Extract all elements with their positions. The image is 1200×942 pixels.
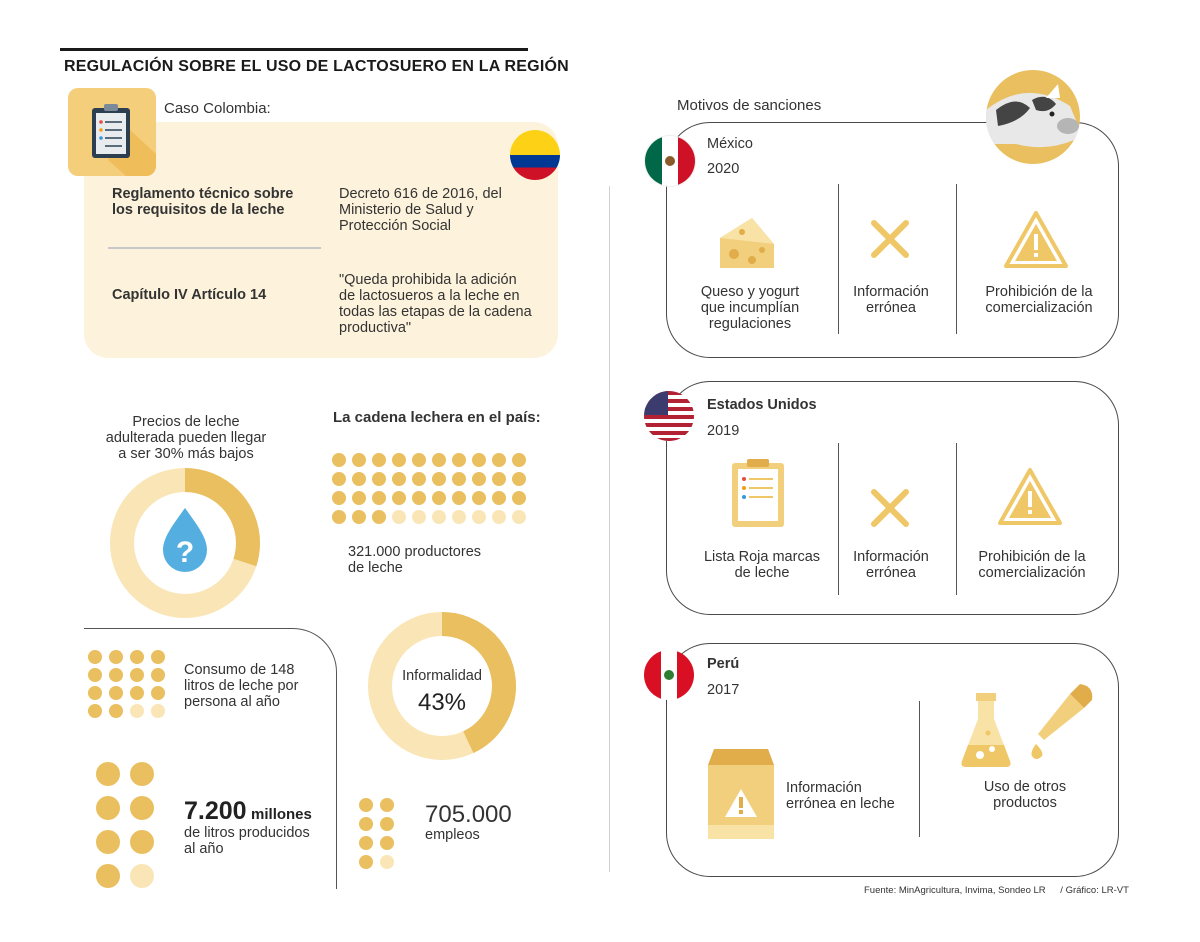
pictogram-dot xyxy=(392,472,406,486)
peru-year: 2017 xyxy=(707,682,740,698)
cheese-icon xyxy=(716,214,776,274)
pictogram-dot xyxy=(130,762,154,786)
chain-title: La cadena lechera en el país: xyxy=(333,409,541,426)
pictogram-dot xyxy=(130,704,144,718)
pictogram-dot xyxy=(432,510,446,524)
flask-icon xyxy=(958,689,1014,769)
production-text: de litros producidos al año xyxy=(184,825,310,857)
usa-item-3: Prohibición de la comercialización xyxy=(978,549,1086,581)
colombia-heading: Caso Colombia: xyxy=(164,100,271,117)
page-title: REGULACIÓN SOBRE EL USO DE LACTOSUERO EN LA REGIÓN xyxy=(64,58,569,75)
mexico-flag-icon xyxy=(644,135,696,187)
pictogram-dot xyxy=(359,817,373,831)
pictogram-dot xyxy=(492,472,506,486)
pictogram-dot xyxy=(130,668,144,682)
pictogram-dot xyxy=(109,704,123,718)
producers-dots xyxy=(332,453,528,524)
source-credit: / Gráfico: LR-VT xyxy=(1060,885,1129,896)
colombia-flag-icon xyxy=(510,130,560,180)
consumption-dots xyxy=(88,650,167,718)
sanctions-title: Motivos de sanciones xyxy=(677,97,822,114)
pictogram-dot xyxy=(412,510,426,524)
pictogram-dot xyxy=(359,855,373,869)
usa-item-1: Lista Roja marcas de leche xyxy=(703,549,821,581)
production-number: 7.200 xyxy=(184,797,247,825)
pictogram-dot xyxy=(96,864,120,888)
mexico-name: México xyxy=(707,136,753,152)
jobs-number: 705.000 xyxy=(425,801,512,828)
source-text: Fuente: MinAgricultura, Invima, Sondeo LR xyxy=(864,885,1046,896)
pictogram-dot xyxy=(472,510,486,524)
svg-text:?: ? xyxy=(175,536,195,569)
pictogram-dot xyxy=(492,491,506,505)
pictogram-dot xyxy=(88,650,102,664)
warning-icon xyxy=(997,467,1063,527)
informality-value: 43% xyxy=(417,689,467,716)
jobs-dots xyxy=(359,798,396,869)
pictogram-dot xyxy=(151,668,165,682)
pictogram-dot xyxy=(332,472,346,486)
row-2-label: Capítulo IV Artículo 14 xyxy=(112,287,267,303)
pictogram-dot xyxy=(109,686,123,700)
pictogram-dot xyxy=(130,830,154,854)
peru-divider xyxy=(919,701,920,837)
mexico-item-3: Prohibición de la comercialización xyxy=(985,284,1093,316)
pictogram-dot xyxy=(96,796,120,820)
pictogram-dot xyxy=(130,864,154,888)
pictogram-dot xyxy=(412,491,426,505)
production-figure xyxy=(184,797,312,826)
pictogram-dot xyxy=(151,686,165,700)
pictogram-dot xyxy=(88,686,102,700)
milk-carton-warning-icon xyxy=(706,747,776,841)
clipboard-list-icon xyxy=(729,457,787,529)
pictogram-dot xyxy=(380,855,394,869)
pictogram-dot xyxy=(88,668,102,682)
column-divider xyxy=(609,186,610,872)
pictogram-dot xyxy=(512,453,526,467)
usa-year: 2019 xyxy=(707,423,740,439)
pictogram-dot xyxy=(151,704,165,718)
pictogram-dot xyxy=(380,798,394,812)
pictogram-dot xyxy=(492,510,506,524)
cross-icon xyxy=(868,486,912,530)
peru-flag-icon xyxy=(644,650,694,700)
peru-name: Perú xyxy=(707,656,740,672)
pictogram-dot xyxy=(372,453,386,467)
price-text: Precios de leche adulterada pueden llegar a ser 30% más bajos xyxy=(105,414,267,462)
mexico-divider-2 xyxy=(956,184,957,334)
pictogram-dot xyxy=(372,510,386,524)
warning-icon xyxy=(1003,210,1069,270)
clipboard-badge xyxy=(68,88,156,176)
row-1-value: Decreto 616 de 2016, del Ministerio de Salud y Protección Social xyxy=(339,186,502,234)
pictogram-dot xyxy=(130,650,144,664)
pictogram-dot xyxy=(380,817,394,831)
peru-item-1: Información errónea en leche xyxy=(786,780,895,812)
pictogram-dot xyxy=(352,472,366,486)
pictogram-dot xyxy=(96,762,120,786)
pictogram-dot xyxy=(392,453,406,467)
colombia-divider xyxy=(108,247,321,249)
pictogram-dot xyxy=(392,491,406,505)
pictogram-dot xyxy=(512,491,526,505)
pictogram-dot xyxy=(359,798,373,812)
pictogram-dot xyxy=(109,668,123,682)
consumption-text: Consumo de 148 litros de leche por persona al año xyxy=(184,662,299,710)
production-dots xyxy=(96,762,154,888)
producers-text: 321.000 productores de leche xyxy=(348,544,482,576)
usa-name: Estados Unidos xyxy=(707,397,817,413)
cow-icon xyxy=(986,70,1080,164)
price-donut xyxy=(110,468,260,618)
milk-drop-question-icon xyxy=(163,508,207,572)
pictogram-dot xyxy=(352,510,366,524)
pictogram-dot xyxy=(88,704,102,718)
dropper-icon xyxy=(1024,682,1096,762)
pictogram-dot xyxy=(452,491,466,505)
pictogram-dot xyxy=(130,686,144,700)
pictogram-dot xyxy=(412,472,426,486)
peru-item-2: Uso de otros productos xyxy=(983,779,1067,811)
pictogram-dot xyxy=(512,510,526,524)
pictogram-dot xyxy=(372,472,386,486)
pictogram-dot xyxy=(472,491,486,505)
jobs-label: empleos xyxy=(425,827,480,843)
pictogram-dot xyxy=(332,510,346,524)
cross-icon xyxy=(868,217,912,261)
pictogram-dot xyxy=(359,836,373,850)
pictogram-dot xyxy=(492,453,506,467)
pictogram-dot xyxy=(452,510,466,524)
informality-label: Informalidad xyxy=(402,668,482,684)
mexico-year: 2020 xyxy=(707,161,740,177)
title-rule xyxy=(60,48,528,51)
pictogram-dot xyxy=(472,472,486,486)
pictogram-dot xyxy=(432,491,446,505)
pictogram-dot xyxy=(130,796,154,820)
pictogram-dot xyxy=(432,472,446,486)
pictogram-dot xyxy=(332,491,346,505)
pictogram-dot xyxy=(472,453,486,467)
usa-item-2: Información errónea xyxy=(853,549,929,581)
pictogram-dot xyxy=(512,472,526,486)
pictogram-dot xyxy=(352,453,366,467)
clipboard-icon xyxy=(68,88,156,176)
informality-donut xyxy=(367,611,517,761)
production-unit: millones xyxy=(251,806,312,823)
mexico-item-2: Información errónea xyxy=(853,284,929,316)
pictogram-dot xyxy=(380,836,394,850)
pictogram-dot xyxy=(109,650,123,664)
pictogram-dot xyxy=(432,453,446,467)
pictogram-dot xyxy=(392,510,406,524)
pictogram-dot xyxy=(452,472,466,486)
pictogram-dot xyxy=(412,453,426,467)
row-1-label: Reglamento técnico sobre los requisitos de la leche xyxy=(112,186,294,218)
pictogram-dot xyxy=(96,830,120,854)
pictogram-dot xyxy=(151,650,165,664)
pictogram-dot xyxy=(372,491,386,505)
pictogram-dot xyxy=(452,453,466,467)
usa-divider-2 xyxy=(956,443,957,595)
pictogram-dot xyxy=(352,491,366,505)
usa-flag-icon xyxy=(644,391,694,441)
pictogram-dot xyxy=(332,453,346,467)
source-note xyxy=(864,885,1129,896)
row-2-value: "Queda prohibida la adición de lactosueros a la leche en todas las etapas de la cadena productiva" xyxy=(339,272,532,336)
mexico-item-1: Queso y yogurt que incumplían regulaciones xyxy=(700,284,800,332)
